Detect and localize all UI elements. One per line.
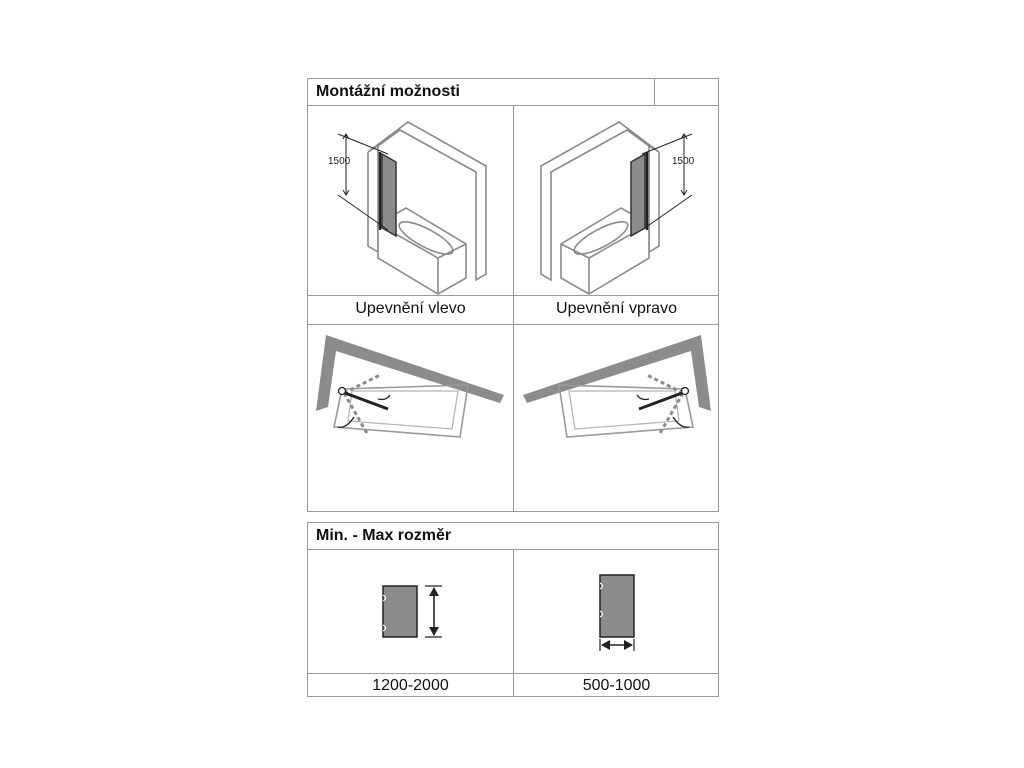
- width-range-illustration: [514, 551, 719, 673]
- header-empty-cell: [654, 79, 718, 105]
- caption-mount-left: Upevnění vlevo: [355, 300, 466, 317]
- dimensions-panel: [307, 522, 719, 697]
- right-dimension-label: 1500: [672, 156, 695, 167]
- left-dimension-label: 1500: [328, 156, 351, 167]
- caption-divider: [308, 295, 718, 296]
- mounting-options-title: Montážní možnosti: [316, 83, 460, 100]
- height-range-illustration: [308, 551, 513, 673]
- dimensions-caption-divider: [308, 673, 718, 674]
- left-top-view-illustration: [308, 325, 513, 511]
- right-top-view-illustration: [514, 325, 719, 511]
- right-mount-illustration: [514, 106, 719, 295]
- dimensions-title: Min. - Max rozměr: [316, 527, 452, 544]
- height-range-caption: 1200-2000: [372, 677, 449, 694]
- dimensions-header: [308, 523, 718, 550]
- mounting-options-header: [308, 79, 718, 106]
- left-mount-illustration: [308, 106, 513, 295]
- mounting-options-panel: [307, 78, 719, 512]
- caption-mount-right: Upevnění vpravo: [556, 300, 677, 317]
- width-range-caption: 500-1000: [582, 677, 651, 694]
